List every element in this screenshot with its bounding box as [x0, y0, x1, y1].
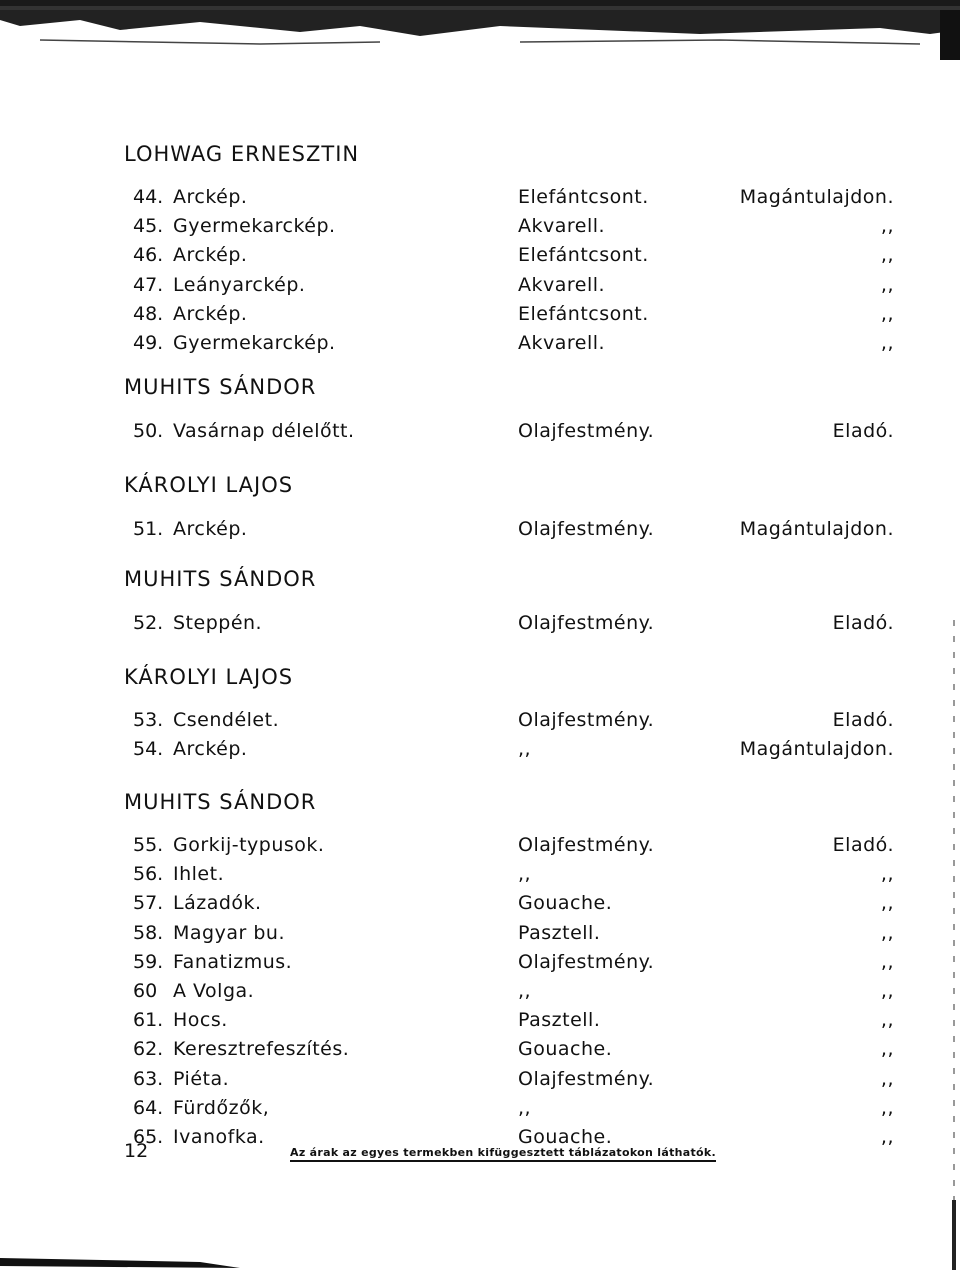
entry-title: Csendélet.: [173, 709, 280, 731]
entry-number: 64.: [133, 1097, 164, 1119]
entry-title: Leányarckép.: [173, 274, 306, 296]
entry-number: 52.: [133, 612, 164, 634]
entry-status: Eladó.: [832, 709, 894, 731]
entry-status: ,,: [880, 1097, 894, 1119]
artist-heading: KÁROLYI LAJOS: [124, 473, 294, 497]
entry-status: ,,: [880, 215, 894, 237]
artist-heading: KÁROLYI LAJOS: [124, 665, 294, 689]
entry-title: Keresztrefeszítés.: [173, 1038, 350, 1060]
catalog-entry: [0, 1038, 960, 1066]
entry-number: 51.: [133, 518, 164, 540]
artist-heading: MUHITS SÁNDOR: [124, 790, 317, 814]
entry-title: Arckép.: [173, 738, 248, 760]
entry-number: 61.: [133, 1009, 164, 1031]
catalog-entry: [0, 420, 960, 448]
entry-title: Arckép.: [173, 186, 248, 208]
entry-medium: Olajfestmény.: [518, 518, 655, 540]
catalog-entry: [0, 1097, 960, 1125]
entry-number: 46.: [133, 244, 164, 266]
entry-title: Hocs.: [173, 1009, 228, 1031]
entry-medium: Olajfestmény.: [518, 1068, 655, 1090]
entry-status: ,,: [880, 892, 894, 914]
entry-title: A Volga.: [173, 980, 255, 1002]
catalog-entry: [0, 332, 960, 360]
entry-status: ,,: [880, 1068, 894, 1090]
entry-medium: Olajfestmény.: [518, 420, 655, 442]
entry-medium: Akvarell.: [518, 332, 606, 354]
entry-number: 50.: [133, 420, 164, 442]
entry-number: 59.: [133, 951, 164, 973]
entry-title: Lázadók.: [173, 892, 262, 914]
entry-medium: Elefántcsont.: [518, 186, 649, 208]
entry-status: ,,: [880, 951, 894, 973]
entry-number: 56.: [133, 863, 164, 885]
entry-status: ,,: [880, 1009, 894, 1031]
catalog-entry: [0, 1009, 960, 1037]
entry-number: 57.: [133, 892, 164, 914]
entry-status: ,,: [880, 274, 894, 296]
entry-title: Arckép.: [173, 303, 248, 325]
entry-number: 53.: [133, 709, 164, 731]
entry-status: ,,: [880, 922, 894, 944]
entry-title: Gyermekarckép.: [173, 332, 336, 354]
catalog-entry: [0, 215, 960, 243]
entry-title: Ihlet.: [173, 863, 225, 885]
entry-status: Eladó.: [832, 834, 894, 856]
entry-medium: Olajfestmény.: [518, 709, 655, 731]
entry-number: 48.: [133, 303, 164, 325]
catalog-entry: [0, 834, 960, 862]
entry-number: 44.: [133, 186, 164, 208]
catalog-entry: [0, 518, 960, 546]
entry-status: Eladó.: [832, 420, 894, 442]
entry-status: Eladó.: [832, 612, 894, 634]
artist-heading: LOHWAG ERNESZTIN: [124, 142, 360, 166]
entry-medium: Olajfestmény.: [518, 612, 655, 634]
entry-title: Arckép.: [173, 518, 248, 540]
entry-medium: Akvarell.: [518, 215, 606, 237]
entry-status: ,,: [880, 863, 894, 885]
entry-number: 65.: [133, 1126, 164, 1148]
catalog-entry: [0, 738, 960, 766]
entry-medium: Pasztell.: [518, 1009, 601, 1031]
entry-medium: ,,: [518, 738, 532, 760]
entry-medium: Elefántcsont.: [518, 244, 649, 266]
price-footnote: Az árak az egyes termekben kifüggesztett táblázatokon láthatók.: [290, 1146, 716, 1162]
entry-title: Fürdőzők,: [173, 1097, 270, 1119]
catalog-entry: [0, 863, 960, 891]
entry-title: Gyermekarckép.: [173, 215, 336, 237]
catalog-entry: [0, 186, 960, 214]
catalog-entry: [0, 1068, 960, 1096]
entry-title: Piéta.: [173, 1068, 230, 1090]
entry-status: Magántulajdon.: [739, 186, 894, 208]
catalog-entry: [0, 922, 960, 950]
entry-medium: Gouache.: [518, 1126, 613, 1148]
artist-heading: MUHITS SÁNDOR: [124, 375, 317, 399]
entry-medium: ,,: [518, 863, 532, 885]
entry-medium: Olajfestmény.: [518, 951, 655, 973]
entry-number: 54.: [133, 738, 164, 760]
entry-status: ,,: [880, 1126, 894, 1148]
entry-medium: ,,: [518, 1097, 532, 1119]
entry-title: Gorkij-typusok.: [173, 834, 325, 856]
catalog-entry: [0, 980, 960, 1008]
entry-title: Steppén.: [173, 612, 263, 634]
entry-medium: Pasztell.: [518, 922, 601, 944]
entry-number: 47.: [133, 274, 164, 296]
entry-title: Vasárnap délelőtt.: [173, 420, 355, 442]
entry-medium: Olajfestmény.: [518, 834, 655, 856]
catalog-entry: [0, 244, 960, 272]
entry-number: 62.: [133, 1038, 164, 1060]
entry-title: Fanatizmus.: [173, 951, 293, 973]
entry-title: Arckép.: [173, 244, 248, 266]
catalog-entry: [0, 951, 960, 979]
entry-status: ,,: [880, 1038, 894, 1060]
entry-title: Ivanofka.: [173, 1126, 265, 1148]
catalog-entry: [0, 303, 960, 331]
entry-medium: Elefántcsont.: [518, 303, 649, 325]
entry-status: ,,: [880, 332, 894, 354]
entry-medium: ,,: [518, 980, 532, 1002]
entry-status: ,,: [880, 980, 894, 1002]
entry-number: 60: [133, 980, 158, 1002]
entry-number: 45.: [133, 215, 164, 237]
page-number: 12: [124, 1140, 149, 1162]
entry-status: ,,: [880, 244, 894, 266]
catalog-entry: [0, 892, 960, 920]
entry-number: 55.: [133, 834, 164, 856]
entry-title: Magyar bu.: [173, 922, 285, 944]
entry-number: 49.: [133, 332, 164, 354]
entry-medium: Gouache.: [518, 1038, 613, 1060]
entry-status: ,,: [880, 303, 894, 325]
entry-number: 58.: [133, 922, 164, 944]
entry-medium: Gouache.: [518, 892, 613, 914]
catalog-entry: [0, 709, 960, 737]
entry-medium: Akvarell.: [518, 274, 606, 296]
entry-status: Magántulajdon.: [739, 738, 894, 760]
artist-heading: MUHITS SÁNDOR: [124, 567, 317, 591]
entry-status: Magántulajdon.: [739, 518, 894, 540]
catalog-entry: [0, 274, 960, 302]
catalog-entry: [0, 612, 960, 640]
entry-number: 63.: [133, 1068, 164, 1090]
